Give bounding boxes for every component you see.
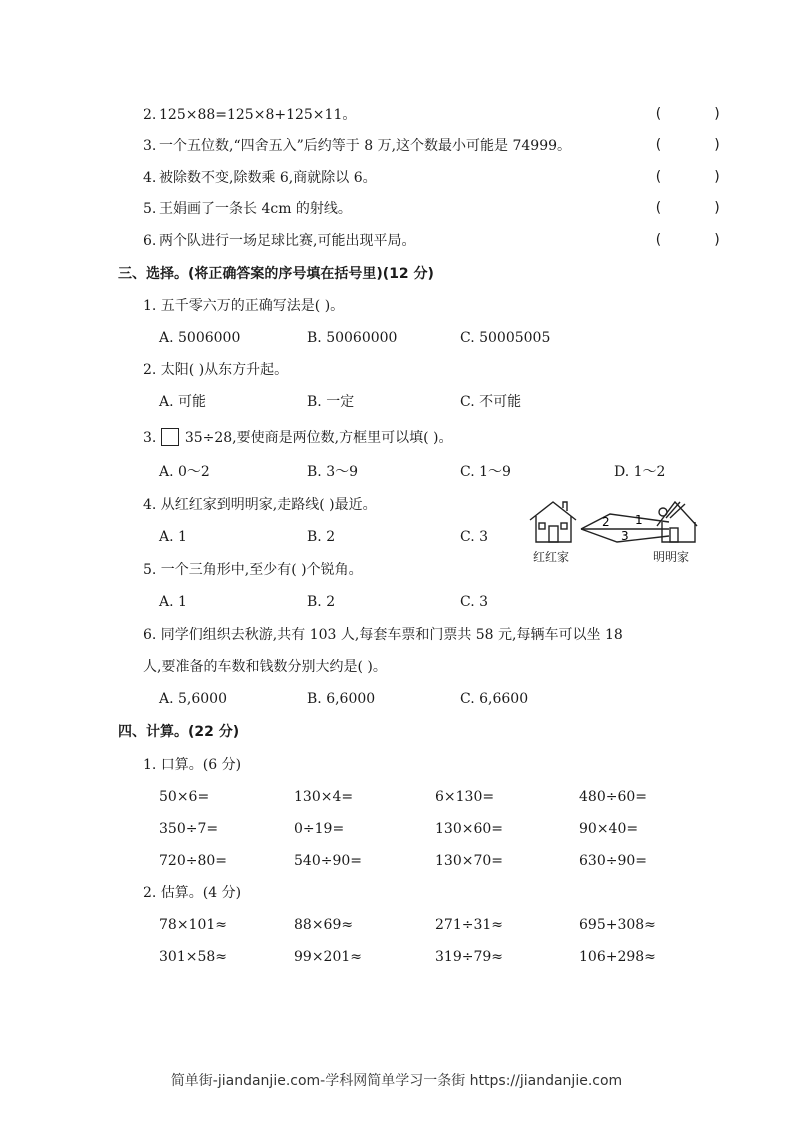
- estimate-cell: 271÷31≈: [435, 917, 503, 933]
- choice-q5: 5. 一个三角形中,至少有( )个锐角。: [143, 562, 363, 578]
- option-b[interactable]: B. 一定: [307, 394, 355, 410]
- option-d[interactable]: D. 1～2: [614, 464, 666, 480]
- choice-q6-line2: 人,要准备的车数和钱数分别大约是( )。: [143, 659, 387, 675]
- judge-num: 4.: [143, 170, 157, 186]
- right-house-label: 明明家: [653, 550, 690, 564]
- judge-text: 被除数不变,除数乘 6,商就除以 6。: [159, 170, 377, 186]
- judge-text: 两个队进行一场足球比赛,可能出现平局。: [159, 233, 416, 249]
- option-c[interactable]: C. 3: [460, 529, 489, 545]
- calc-cell: 90×40=: [579, 821, 639, 837]
- estimate-cell: 301×58≈: [159, 949, 227, 965]
- judge-num: 2.: [143, 107, 157, 123]
- question-number: 3.: [143, 430, 157, 446]
- option-c[interactable]: C. 1～9: [460, 464, 511, 480]
- answer-paren[interactable]: ( ): [654, 137, 722, 153]
- option-a[interactable]: A. 1: [159, 529, 187, 545]
- option-a[interactable]: A. 可能: [159, 394, 207, 410]
- route-label-3: 3: [621, 529, 629, 543]
- calc-cell: 350÷7=: [159, 821, 219, 837]
- option-c[interactable]: C. 3: [460, 594, 489, 610]
- option-b[interactable]: B. 6,6000: [307, 691, 376, 707]
- calc-cell: 630÷90=: [579, 853, 647, 869]
- answer-paren[interactable]: ( ): [654, 106, 722, 122]
- judge-text: 一个五位数,“四舍五入”后约等于 8 万,这个数最小可能是 74999。: [159, 138, 572, 154]
- choice-q3: [143, 428, 452, 447]
- option-b[interactable]: B. 3～9: [307, 464, 359, 480]
- judge-text: 125×88=125×8+125×11。: [159, 107, 357, 123]
- section-4-title: 四、计算。(22 分): [118, 724, 240, 740]
- option-c[interactable]: C. 50005005: [460, 330, 551, 346]
- calc-cell: 130×60=: [435, 821, 503, 837]
- option-a[interactable]: A. 1: [159, 594, 187, 610]
- footer-watermark: 简单街-jiandanjie.com-学科网简单学习一条街 https://jiandanjie.com: [170, 1073, 623, 1089]
- calc-cell: 540÷90=: [294, 853, 362, 869]
- option-b[interactable]: B. 2: [307, 529, 336, 545]
- choice-q4: 4. 从红红家到明明家,走路线( )最近。: [143, 497, 377, 513]
- calc-cell: 6×130=: [435, 789, 495, 805]
- calc-cell: 720÷80=: [159, 853, 227, 869]
- calc-cell: 50×6=: [159, 789, 210, 805]
- estimate-label: 2. 估算。(4 分): [143, 885, 242, 901]
- route-figure: [525, 496, 705, 568]
- estimate-cell: 106+298≈: [579, 949, 656, 965]
- estimate-cell: 319÷79≈: [435, 949, 503, 965]
- calc-cell: 0÷19=: [294, 821, 345, 837]
- route-label-1: 1: [635, 513, 643, 527]
- house-icon: [530, 502, 576, 542]
- blank-box[interactable]: [161, 428, 179, 446]
- choice-q2: 2. 太阳( )从东方升起。: [143, 362, 289, 378]
- route-label-2: 2: [602, 515, 610, 529]
- option-c[interactable]: C. 不可能: [460, 394, 522, 410]
- question-text: 35÷28,要使商是两位数,方框里可以填( )。: [184, 430, 453, 446]
- calc-cell: 130×4=: [294, 789, 354, 805]
- answer-paren[interactable]: ( ): [654, 200, 722, 216]
- judge-num: 6.: [143, 233, 157, 249]
- calc-cell: 130×70=: [435, 853, 503, 869]
- judge-num: 5.: [143, 201, 157, 217]
- section-3-title: 三、选择。(将正确答案的序号填在括号里)(12 分): [118, 266, 434, 282]
- estimate-cell: 695+308≈: [579, 917, 656, 933]
- option-b[interactable]: B. 50060000: [307, 330, 398, 346]
- choice-q6-line1: 6. 同学们组织去秋游,共有 103 人,每套车票和门票共 58 元,每辆车可以坐 18: [143, 627, 623, 643]
- option-c[interactable]: C. 6,6600: [460, 691, 529, 707]
- option-a[interactable]: A. 5006000: [159, 330, 241, 346]
- option-b[interactable]: B. 2: [307, 594, 336, 610]
- judge-num: 3.: [143, 138, 157, 154]
- houses-and-routes: [525, 496, 705, 548]
- judge-text: 王娟画了一条长 4cm 的射线。: [159, 201, 352, 217]
- estimate-cell: 88×69≈: [294, 917, 354, 933]
- oral-calc-label: 1. 口算。(6 分): [143, 757, 242, 773]
- calc-cell: 480÷60=: [579, 789, 647, 805]
- estimate-cell: 99×201≈: [294, 949, 362, 965]
- answer-paren[interactable]: ( ): [654, 169, 722, 185]
- estimate-cell: 78×101≈: [159, 917, 227, 933]
- answer-paren[interactable]: ( ): [654, 232, 722, 248]
- choice-q1: 1. 五千零六万的正确写法是( )。: [143, 298, 345, 314]
- left-house-label: 红红家: [533, 550, 570, 564]
- option-a[interactable]: A. 5,6000: [159, 691, 227, 707]
- option-a[interactable]: A. 0～2: [159, 464, 210, 480]
